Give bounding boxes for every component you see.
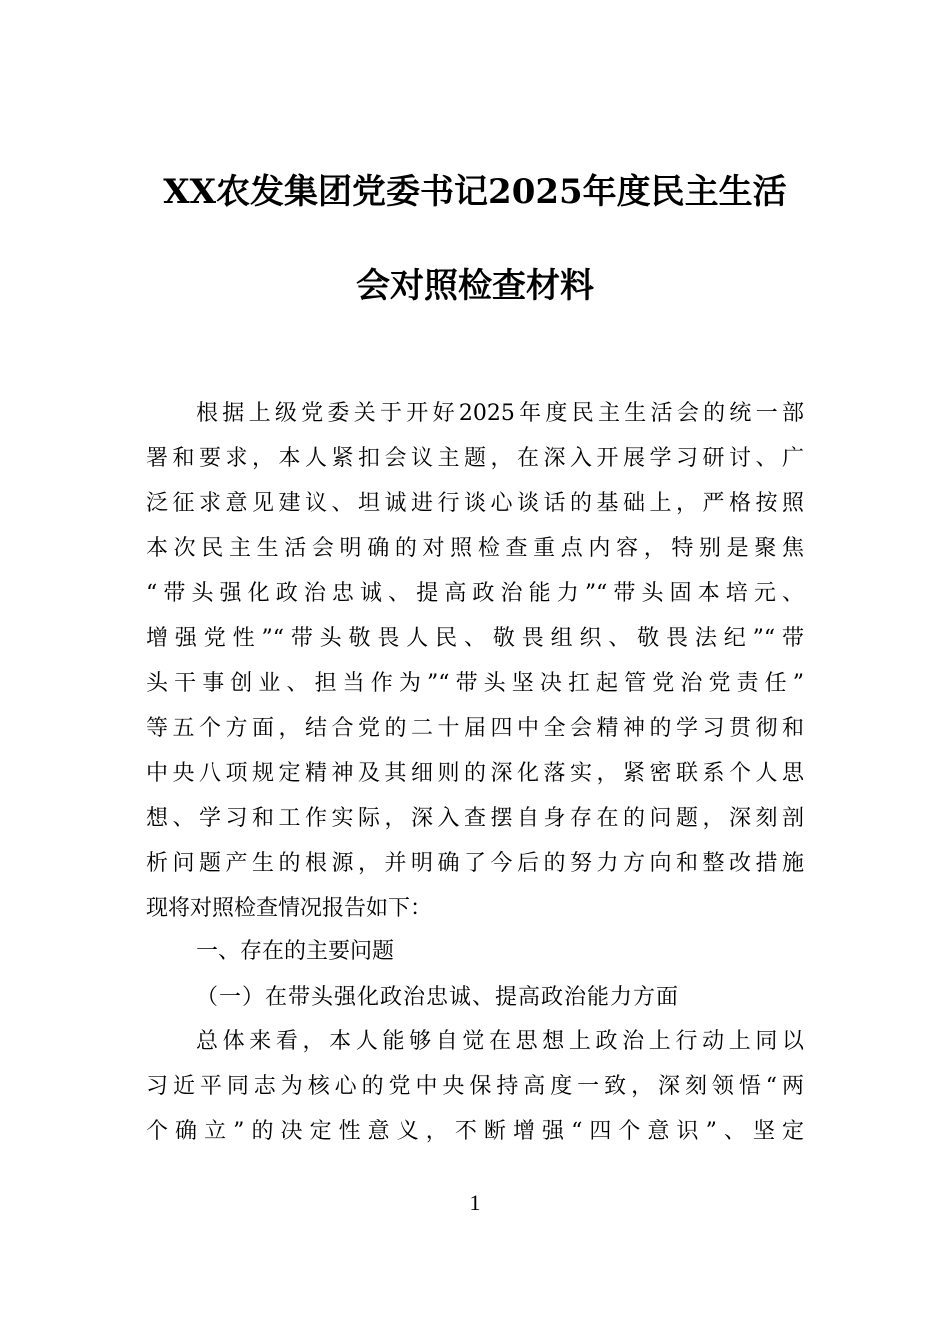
intro-paragraph-line: 根据上级党委关于开好2025年度民主生活会的统一部 (196, 401, 804, 426)
document-title-line-2: 会对照检查材料 (356, 266, 594, 306)
subsection-paragraph-line: 习近平同志为核心的党中央保持高度一致，深刻领悟“两 (146, 1074, 804, 1099)
intro-paragraph-line: 本次民主生活会明确的对照检查重点内容，特别是聚焦 (146, 536, 804, 561)
intro-paragraph-line: 头干事创业、担当作为”“带头坚决扛起管党治党责任” (146, 671, 804, 696)
intro-paragraph-line: “带头强化政治忠诚、提高政治能力”“带头固本培元、 (146, 581, 804, 606)
subsection-paragraph-line: 个确立”的决定性意义，不断增强“四个意识”、坚定 (146, 1119, 804, 1144)
intro-paragraph-line: 增强党性”“带头敬畏人民、敬畏组织、敬畏法纪”“带 (146, 626, 804, 651)
intro-paragraph-line: 署和要求，本人紧扣会议主题，在深入开展学习研讨、广 (146, 446, 804, 471)
page-number: 1 (469, 1190, 481, 1215)
section-heading: 一、存在的主要问题 (196, 939, 395, 964)
intro-paragraph-line: 析问题产生的根源，并明确了今后的努力方向和整改措施 (146, 851, 804, 876)
subsection-paragraph-line: 总体来看，本人能够自觉在思想上政治上行动上同以 (196, 1029, 804, 1054)
intro-paragraph-line: 等五个方面，结合党的二十届四中全会精神的学习贯彻和 (146, 716, 804, 741)
intro-paragraph-line: 想、学习和工作实际，深入查摆自身存在的问题，深刻剖 (146, 806, 804, 831)
document-title-line-1: XX农发集团党委书记2025年度民主生活 (163, 172, 787, 212)
intro-paragraph-line: 中央八项规定精神及其细则的深化落实，紧密联系个人思 (146, 761, 804, 786)
intro-paragraph-line: 现将对照检查情况报告如下： (146, 896, 433, 921)
intro-paragraph-line: 泛征求意见建议、坦诚进行谈心谈话的基础上，严格按照 (146, 491, 804, 516)
subsection-heading: （一）在带头强化政治忠诚、提高政治能力方面 (196, 985, 680, 1010)
